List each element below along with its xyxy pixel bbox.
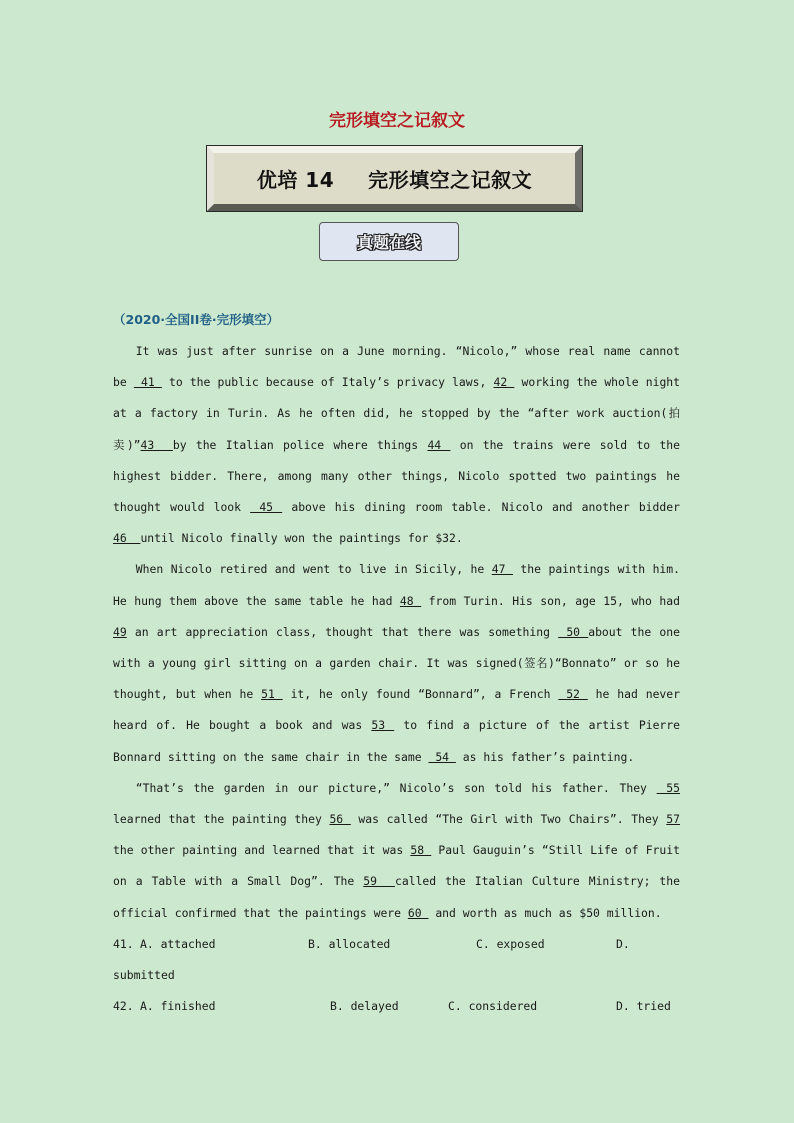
blank-42: 42 bbox=[493, 375, 515, 390]
option-a: A. finished bbox=[140, 999, 216, 1013]
option-b: B. delayed bbox=[330, 999, 399, 1013]
paragraph-3: “That’s the garden in our picture,” Nicolo’s son told his father. They 55 learned that the painting they 56 was called “The Girl with Two Chairs”. They 57 the other painting and learned that it was 58 Paul Gauguin’s “Still Life of Fruit on a Table with a Small Dog”. The 59 called the Italian Culture Ministry; the official confirmed that the paintings were 60 and worth as much as $50 million. bbox=[113, 780, 681, 920]
paragraph-2: When Nicolo retired and went to live in Sicily, he 47 the paintings with him. He hung them above the same table he had 48 from Turin. His son, age 15, who had 49 an art appreciation class, thought that there was something 50 about the one with a young girl sitting on a garden chair. It was signed(签名)“Bonnato” or so he thought, but when he 51 it, he only found “Bonnard”, a French 52 he had never heard of. He bought a book and was 53 to find a picture of the artist Pierre Bonnard sitting on the same chair in the same 54 as his father’s painting. bbox=[113, 562, 681, 764]
blank-41: 41 bbox=[133, 375, 162, 390]
blank-46: 46 bbox=[113, 531, 141, 546]
blank-51: 51 bbox=[261, 687, 283, 702]
blank-43: 43 bbox=[140, 437, 173, 452]
option-c: C. considered bbox=[448, 999, 538, 1013]
blank-53: 53 bbox=[371, 718, 395, 733]
blank-56: 56 bbox=[329, 812, 351, 827]
blank-45: 45 bbox=[250, 500, 283, 515]
blank-49: 49 bbox=[113, 624, 127, 639]
blank-50: 50 bbox=[558, 624, 589, 639]
blank-55: 55 bbox=[656, 780, 680, 795]
option-b: B. allocated bbox=[308, 937, 391, 951]
cloze-passage bbox=[113, 336, 680, 929]
banner-title: 完形填空之记叙文 bbox=[368, 168, 533, 192]
blank-44: 44 bbox=[427, 437, 451, 452]
blank-57: 57 bbox=[666, 812, 680, 827]
banner-number: 优培 14 bbox=[256, 168, 335, 192]
document-title: 完形填空之记叙文 bbox=[329, 111, 465, 131]
blank-47: 47 bbox=[491, 562, 513, 577]
section-badge: 真题在线 bbox=[319, 222, 459, 261]
question-number: 42. bbox=[113, 999, 134, 1013]
blank-59: 59 bbox=[363, 874, 395, 889]
section-banner bbox=[206, 145, 583, 212]
option-d-text: submitted bbox=[113, 968, 175, 982]
paragraph-1: It was just after sunrise on a June morning. “Nicolo,” whose real name cannot be 41 to the public because of Italy’s privacy laws, 42 working the whole night at a factory in Turin. As he often did, he stopped by the “after work auction(拍卖)”43 by the Italian police where things 44 on the trains were sold to the highest bidder. There, among many other things, Nicolo spotted two paintings he thought would look 45 above his dining room table. Nicolo and another bidder 46 until Nicolo finally won the paintings for $32. bbox=[113, 344, 681, 546]
blank-60: 60 bbox=[407, 905, 429, 920]
question-number: 41. bbox=[113, 937, 134, 951]
option-a: A. attached bbox=[140, 937, 216, 951]
option-c: C. exposed bbox=[476, 937, 545, 951]
blank-58: 58 bbox=[410, 843, 432, 858]
option-d: D. bbox=[616, 937, 630, 951]
option-d: D. tried bbox=[616, 999, 671, 1013]
blank-52: 52 bbox=[558, 687, 588, 702]
blank-48: 48 bbox=[399, 593, 422, 608]
blank-54: 54 bbox=[428, 749, 456, 764]
exam-source: （2020·全国II卷·完形填空） bbox=[113, 312, 280, 327]
